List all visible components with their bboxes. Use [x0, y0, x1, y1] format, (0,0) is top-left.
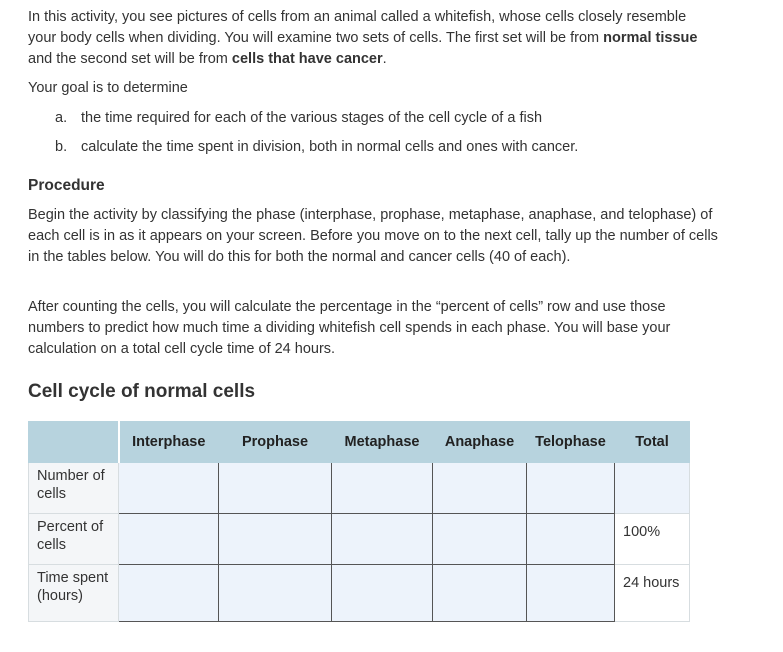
input-cell-percent-metaphase[interactable]	[332, 514, 433, 565]
input-cell-number-metaphase[interactable]	[332, 463, 433, 514]
total-cell-percent: 100%	[615, 514, 690, 565]
table-header-telophase: Telophase	[527, 422, 615, 463]
intro-paragraph	[28, 7, 718, 70]
input-cell-percent-telophase[interactable]	[527, 514, 615, 565]
input-cell-percent-interphase[interactable]	[119, 514, 219, 565]
procedure-paragraph-1: Begin the activity by classifying the phase (interphase, prophase, metaphase, anaphase, and telophase) of each cell is in as it appears on your screen. Before you move on to the next cell, tally up the number of cells in the tables below. You will do this for both the normal and cancer cells (40 of each).	[28, 207, 718, 265]
row-label-percent-of-cells: Percent of cells	[29, 514, 119, 565]
procedure-heading: Procedure	[28, 177, 105, 194]
input-cell-time-interphase[interactable]	[119, 565, 219, 622]
input-cell-number-prophase[interactable]	[219, 463, 332, 514]
table-header-anaphase: Anaphase	[433, 422, 527, 463]
intro-bold-cancer-cells: cells that have cancer	[231, 51, 383, 67]
input-cell-time-prophase[interactable]	[219, 565, 332, 622]
input-cell-number-telophase[interactable]	[527, 463, 615, 514]
table-row	[29, 463, 690, 514]
input-cell-number-interphase[interactable]	[119, 463, 219, 514]
intro-text-end: .	[382, 51, 387, 67]
intro-text: In this activity, you see pictures of cells from an animal called a whitefish, whose cells closely resemble your body cells when dividing. You will examine two sets of cells. The first set will be from	[28, 9, 687, 46]
input-cell-time-metaphase[interactable]	[332, 565, 433, 622]
table-header-corner	[29, 422, 119, 463]
input-cell-time-telophase[interactable]	[527, 565, 615, 622]
input-cell-percent-prophase[interactable]	[219, 514, 332, 565]
goal-item-text: calculate the time spent in division, both in normal cells and ones with cancer.	[81, 139, 579, 155]
total-cell-time: 24 hours	[615, 565, 690, 622]
cell-cycle-table	[28, 421, 690, 622]
table-row	[29, 514, 690, 565]
goal-item-marker: a.	[55, 110, 68, 126]
row-label-number-of-cells: Number of cells	[29, 463, 119, 514]
input-cell-number-anaphase[interactable]	[433, 463, 527, 514]
input-cell-percent-anaphase[interactable]	[433, 514, 527, 565]
intro-bold-normal-tissue: normal tissue	[603, 30, 698, 46]
table-header-prophase: Prophase	[219, 422, 332, 463]
row-label-time-spent: Time spent (hours)	[29, 565, 119, 622]
table-header-metaphase: Metaphase	[332, 422, 433, 463]
procedure-paragraph-2: After counting the cells, you will calculate the percentage in the “percent of cells” row and use those numbers to predict how much time a dividing whitefish cell spends in each phase. You will base your calculation on a total cell cycle time of 24 hours.	[28, 299, 671, 357]
table-header-row	[29, 422, 690, 463]
table-header-total: Total	[615, 422, 690, 463]
goal-item-text: the time required for each of the various stages of the cell cycle of a fish	[81, 110, 543, 126]
goal-item-marker: b.	[55, 139, 68, 155]
section-heading: Cell cycle of normal cells	[28, 381, 256, 402]
input-cell-time-anaphase[interactable]	[433, 565, 527, 622]
goal-item-b	[55, 137, 578, 158]
goal-lead: Your goal is to determine	[28, 80, 188, 96]
total-cell-number	[615, 463, 690, 514]
table-header-interphase: Interphase	[119, 422, 219, 463]
goal-item-a	[55, 108, 542, 129]
intro-text-middle: and the second set will be from	[28, 51, 232, 67]
table-row	[29, 565, 690, 622]
